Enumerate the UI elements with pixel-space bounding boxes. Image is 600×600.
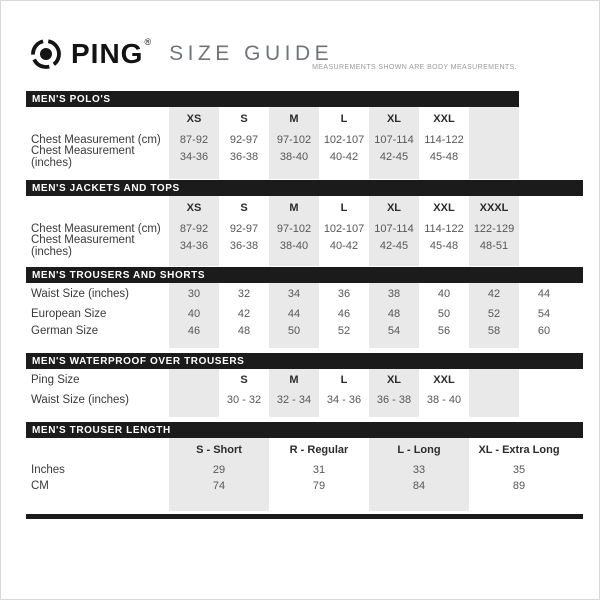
empty-cell [26,196,169,220]
size-value: 102-107 [323,223,365,235]
header [29,37,333,71]
size-value: 114-122 [424,223,464,235]
section-bar-trouser-length [26,422,583,438]
spacer-cell [369,339,419,348]
size-value: 42-45 [369,149,419,165]
empty-cell [469,131,519,149]
size-value: 92-97 [229,134,259,146]
spacer-cell [169,254,219,266]
size-value: 38 - 40 [426,394,462,406]
size-value: 60 [537,324,551,337]
spacer-cell [519,254,569,266]
size-value: 107-114 [369,131,419,149]
size-value: 29 [169,462,269,478]
section-title: MEN'S TROUSER LENGTH [32,424,171,436]
size-value: 97-102 [269,131,319,149]
size-value: 122-129 [469,220,519,238]
size-value: 34 - 36 [326,394,362,406]
row-label: Ping Size [31,374,80,386]
size-value: 48 [237,324,251,337]
size-value: 30 - 32 [226,394,262,406]
spacer-cell [219,339,269,348]
spacer-cell [269,409,319,417]
size-value: 52 [337,324,351,337]
row-label: Chest Measurement (cm) [31,223,161,235]
size-value: 102-107 [323,134,365,146]
size-value: 48 [369,305,419,322]
spacer-cell [369,494,469,511]
spacer-cell [469,494,569,511]
spacer-cell [269,339,319,348]
size-value: 89 [512,480,526,492]
empty-cell [519,149,569,165]
section-bar-jackets [26,180,583,196]
size-header: L [340,374,348,386]
size-value: 54 [537,307,551,320]
size-value: 40 [437,288,451,300]
row-label: Waist Size (inches) [31,288,129,300]
bottom-rule [26,514,583,519]
row-label: Chest Measurement (inches) [31,145,135,169]
spacer-cell [419,165,469,179]
spacer-cell [269,165,319,179]
size-header: M [269,196,319,220]
spacer-cell [219,165,269,179]
size-header: S - Short [169,438,269,462]
size-header: XXL [433,113,455,125]
row-label: Chest Measurement (inches) [31,234,135,258]
size-value: 52 [469,305,519,322]
page-title: SIZE GUIDE [169,42,334,65]
size-value: 48-51 [469,238,519,254]
spacer-cell [219,254,269,266]
empty-cell [469,369,519,391]
size-value: 42 [469,283,519,305]
section-bar-waterproof [26,353,583,369]
row-label: German Size [31,324,99,337]
size-value: 36-38 [229,151,259,163]
spacer-cell [319,409,369,417]
size-value: 40-42 [329,151,359,163]
size-value: 32 [237,288,251,300]
size-header: R - Regular [289,444,349,456]
size-value: 42 [237,307,251,320]
spacer-cell [269,254,319,266]
size-value: 38-40 [269,149,319,165]
size-value: 54 [369,322,419,339]
spacer-cell [469,165,519,179]
section-bar-trousers [26,267,583,283]
row-label: CM [31,480,49,492]
size-value: 79 [312,480,326,492]
size-value: 45-48 [429,240,459,252]
size-value: 97-102 [269,220,319,238]
spacer-cell [169,494,269,511]
row-label: Inches [31,464,65,476]
trouser-length-table [26,438,569,511]
row-label: Waist Size (inches) [31,394,129,406]
size-value: 36-38 [229,240,259,252]
spacer-cell [319,165,369,179]
size-value: 30 [169,283,219,305]
size-value: 74 [169,478,269,494]
size-value: 38-40 [269,238,319,254]
size-header: XXXL [469,196,519,220]
spacer-cell [26,339,169,348]
size-value: 58 [469,322,519,339]
size-value: 46 [169,322,219,339]
size-value: 46 [337,307,351,320]
empty-cell [26,438,169,462]
registered-mark: ® [144,37,152,47]
brand-wordmark: PING [71,38,144,69]
spacer-cell [469,339,519,348]
size-header: M [269,107,319,131]
spacer-cell [469,409,519,417]
size-value: 50 [437,307,451,320]
size-header: XS [169,196,219,220]
measurements-note: MEASUREMENTS SHOWN ARE BODY MEASUREMENTS. [312,64,517,71]
size-header: XL [369,107,419,131]
spacer-cell [419,339,469,348]
spacer-cell [519,339,569,348]
spacer-cell [169,409,219,417]
jackets-table [26,196,569,266]
spacer-cell [219,409,269,417]
size-header: L [340,113,348,125]
spacer-cell [369,409,419,417]
size-value: 92-97 [229,223,259,235]
spacer-cell [419,254,469,266]
empty-cell [519,369,569,391]
spacer-cell [369,165,419,179]
size-value: 40 [169,305,219,322]
size-value: 32 - 34 [269,391,319,409]
empty-cell [519,131,569,149]
spacer-cell [469,254,519,266]
size-header: M [269,369,319,391]
empty-cell [169,369,219,391]
polos-table [26,107,569,179]
empty-cell [519,238,569,254]
size-value: 38 [369,283,419,305]
size-value: 31 [312,464,326,476]
spacer-cell [319,339,369,348]
size-value: 84 [369,478,469,494]
spacer-cell [319,254,369,266]
size-value: 87-92 [169,220,219,238]
spacer-cell [26,165,169,179]
section-title: MEN'S JACKETS AND TOPS [32,182,180,194]
spacer-cell [169,339,219,348]
empty-cell [469,391,519,409]
size-value: 34 [269,283,319,305]
size-header: L [340,202,348,214]
ping-target-icon [29,37,63,71]
size-header: XXL [433,374,455,386]
trousers-table [26,283,569,348]
size-value: 114-122 [424,134,464,146]
size-header: XL [369,369,419,391]
size-value: 42-45 [369,238,419,254]
size-value: 45-48 [429,151,459,163]
size-value: 107-114 [369,220,419,238]
size-header: S [240,202,248,214]
empty-cell [169,391,219,409]
spacer-cell [169,165,219,179]
section-bar-polos [26,91,519,107]
spacer-cell [419,409,469,417]
size-value: 56 [437,324,451,337]
size-value: 36 [337,288,351,300]
spacer-cell [369,254,419,266]
size-header: L - Long [369,438,469,462]
empty-cell [519,107,569,131]
empty-cell [519,220,569,238]
empty-cell [469,107,519,131]
size-value: 36 - 38 [369,391,419,409]
empty-cell [26,107,169,131]
size-value: 50 [269,322,319,339]
spacer-cell [519,165,569,179]
section-title: MEN'S TROUSERS AND SHORTS [32,269,206,281]
spacer-cell [269,494,369,511]
waterproof-table [26,369,569,417]
size-value: 34-36 [169,238,219,254]
spacer-cell [26,494,169,511]
spacer-cell [26,254,169,266]
size-value: 87-92 [169,131,219,149]
size-header: XL [369,196,419,220]
section-title: MEN'S POLO'S [32,93,111,105]
spacer-cell [26,409,169,417]
row-label: Chest Measurement (cm) [31,134,161,146]
empty-cell [519,196,569,220]
size-value: 34-36 [169,149,219,165]
size-value: 35 [512,464,526,476]
spacer-cell [519,409,569,417]
size-value: 33 [369,462,469,478]
row-label: European Size [31,307,107,320]
size-header: S [240,374,248,386]
size-header: XL - Extra Long [478,444,560,456]
size-header: S [240,113,248,125]
size-value: 44 [269,305,319,322]
size-value: 40-42 [329,240,359,252]
section-title: MEN'S WATERPROOF OVER TROUSERS [32,355,245,367]
size-header: XXL [433,202,455,214]
empty-cell [519,391,569,409]
size-header: XS [169,107,219,131]
size-value: 44 [537,288,551,300]
empty-cell [469,149,519,165]
